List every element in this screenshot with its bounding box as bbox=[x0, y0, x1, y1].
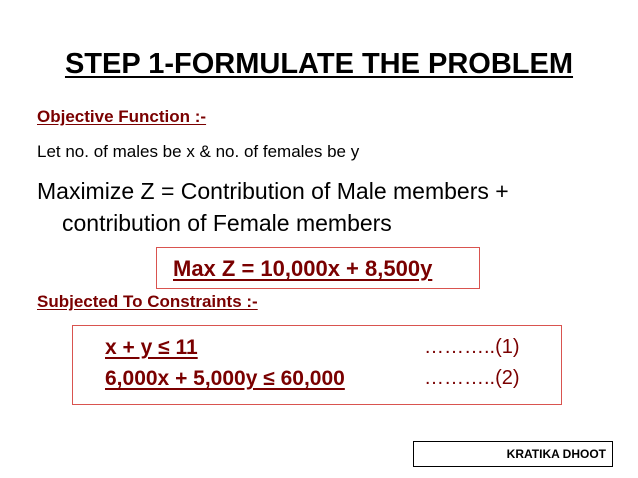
objective-heading: Objective Function :- bbox=[37, 107, 207, 126]
max-z-equation: Max Z = 10,000x + 8,500y bbox=[173, 256, 433, 281]
constraint-2-expression: 6,000x + 5,000y ≤ 60,000 bbox=[105, 367, 345, 390]
maximize-line-1: Maximize Z = Contribution of Male members + bbox=[37, 178, 509, 204]
slide-title: STEP 1-FORMULATE THE PROBLEM bbox=[64, 48, 574, 80]
variables-text: Let no. of males be x & no. of females be y bbox=[37, 142, 360, 161]
constraint-1-number: ………..(1) bbox=[424, 336, 520, 358]
maximize-line-2: contribution of Female members bbox=[62, 210, 392, 236]
constraints-heading: Subjected To Constraints :- bbox=[37, 292, 258, 311]
author-name: KRATIKA DHOOT bbox=[506, 447, 606, 461]
constraint-2-number: ………..(2) bbox=[424, 367, 520, 389]
constraint-1-expression: x + y ≤ 11 bbox=[105, 336, 198, 359]
